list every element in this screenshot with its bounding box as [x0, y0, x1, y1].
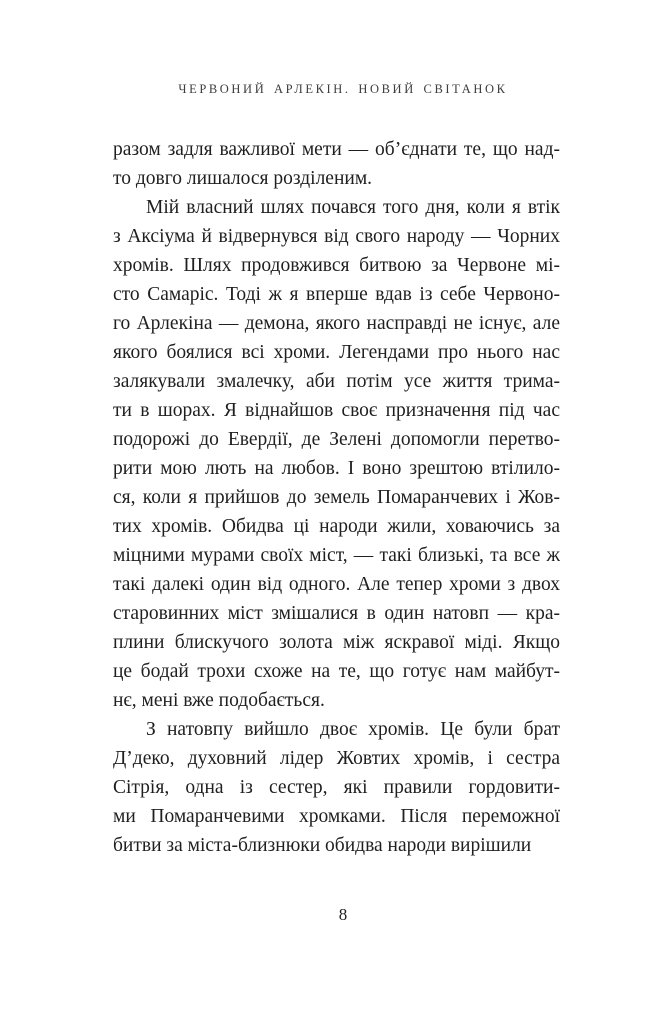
text-line: ти в шорах. Я віднайшов своє призначення під час: [113, 400, 560, 421]
text-line: нє, мені вже подобається.: [113, 690, 325, 711]
text-line: Сітрія, одна із сестер, які правили гордовити-: [113, 777, 560, 798]
text-line: ми Помаранчевими хромками. Після переможної: [113, 806, 560, 827]
text-line: такі далекі один від одного. Але тепер хроми з двох: [113, 574, 560, 595]
text-line: битви за міста-близнюки обидва народи вирішили: [113, 835, 532, 856]
page-text: [113, 135, 560, 860]
text-line: залякували змалечку, аби потім усе життя трима-: [113, 371, 560, 392]
text-line: рити мою лють на любов. І воно зрештою втілило-: [113, 458, 560, 479]
text-line: старовинних міст змішалися в один натовп — кра-: [113, 603, 560, 624]
text-line: хромів. Шлях продовжився битвою за Червоне мі-: [113, 255, 560, 276]
text-line: го Арлекіна — демона, якого насправді не існує, але: [113, 313, 560, 334]
text-line: подорожі до Евердії, де Зелені допомогли перетво-: [113, 429, 560, 450]
text-line: сто Самаріс. Тоді ж я вперше вдав із себе Червоно-: [113, 284, 560, 305]
text-line: Д’деко, духовний лідер Жовтих хромів, і сестра: [113, 748, 560, 769]
text-line: З натовпу вийшло двоє хромів. Це були брат: [146, 719, 560, 740]
text-line: це бодай трохи схоже на те, що готує нам майбут-: [113, 661, 560, 682]
text-line: з Аксіума й відвернувся від свого народу — Чорних: [113, 226, 560, 247]
text-line: міцними мурами своїх міст, — такі близькі, та все ж: [113, 545, 560, 566]
text-line: плини блискучого золота між яскравої міді. Якщо: [113, 632, 560, 653]
text-line: то довго лишалося розділеним.: [113, 168, 373, 189]
text-line: разом задля важливої мети — об’єднати те, що над-: [113, 139, 560, 160]
text-line: якого боялися всі хроми. Легендами про нього нас: [113, 342, 560, 363]
text-line: ся, коли я прийшов до земель Помаранчевих і Жов-: [113, 487, 560, 508]
running-header: ЧЕРВОНИЙ АРЛЕКІН. НОВИЙ СВІТАНОК: [178, 82, 508, 96]
text-line: Мій власний шлях почався того дня, коли я втік: [146, 197, 560, 218]
page-number: 8: [338, 905, 348, 924]
text-line: тих хромів. Обидва ці народи жили, ховаючись за: [113, 516, 560, 537]
